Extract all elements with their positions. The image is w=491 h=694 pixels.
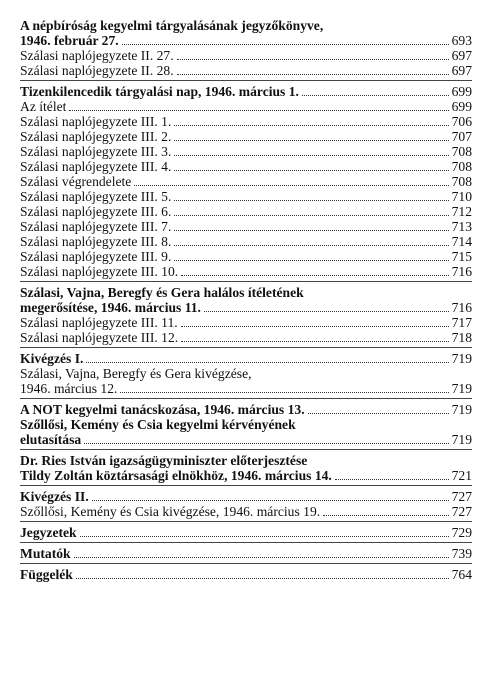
dot-leader [308, 413, 449, 414]
toc-entry-title: Szálasi naplójegyzete III. 6. [20, 204, 172, 219]
dot-leader [76, 578, 449, 579]
toc-entry-title: Szálasi naplójegyzete III. 7. [20, 219, 172, 234]
toc-entry-title: Szálasi naplójegyzete III. 8. [20, 234, 172, 249]
dot-leader [177, 74, 449, 75]
toc-page-number: 714 [451, 234, 472, 249]
toc-entry[interactable] [20, 63, 472, 78]
toc-entry[interactable] [20, 204, 472, 219]
toc-page-number: 708 [451, 144, 472, 159]
dot-leader [174, 155, 448, 156]
toc-entry[interactable] [20, 189, 472, 204]
dot-leader [335, 479, 449, 480]
toc-entry-title: Szálasi naplójegyzete III. 3. [20, 144, 172, 159]
dot-leader [174, 215, 448, 216]
toc-entry-title: megerősítése, 1946. március 11. [20, 300, 201, 315]
toc-page-number: 716 [451, 300, 472, 315]
toc-entry[interactable] [20, 129, 472, 144]
section-divider [20, 449, 472, 450]
toc-section [20, 18, 472, 78]
section-divider [20, 563, 472, 564]
toc-entry[interactable] [20, 174, 472, 189]
toc-entry-title: Szálasi naplójegyzete III. 1. [20, 114, 172, 129]
toc-page-number: 712 [451, 204, 472, 219]
toc-page-number: 727 [451, 489, 472, 504]
toc-entry[interactable] [20, 33, 472, 48]
toc-entry-title: Szálasi naplójegyzete II. 28. [20, 63, 174, 78]
toc-entry[interactable] [20, 525, 472, 540]
section-divider [20, 80, 472, 81]
toc-page-number: 739 [451, 546, 472, 561]
toc-entry[interactable] [20, 546, 472, 561]
toc-section [20, 489, 472, 519]
toc-entry-title: Jegyzetek [20, 525, 77, 540]
toc-section [20, 402, 472, 447]
dot-leader [177, 59, 449, 60]
toc-entry-title: 1946. március 12. [20, 381, 118, 396]
dot-leader [302, 95, 449, 96]
toc-section [20, 84, 472, 279]
toc-entry[interactable] [20, 159, 472, 174]
toc-entry-title: A NOT kegyelmi tanácskozása, 1946. március 13. [20, 402, 305, 417]
dot-leader [80, 536, 449, 537]
toc-entry-title: Szálasi naplójegyzete III. 4. [20, 159, 172, 174]
toc-entry[interactable] [20, 330, 472, 345]
toc-entry[interactable] [20, 48, 472, 63]
toc-entry-title-line: Szálasi, Vajna, Beregfy és Gera kivégzése, [20, 366, 252, 381]
toc-entry[interactable] [20, 381, 472, 396]
section-divider [20, 485, 472, 486]
toc-entry-title: Szálasi naplójegyzete III. 12. [20, 330, 179, 345]
toc-entry-title: 1946. február 27. [20, 33, 119, 48]
toc-entry-title: Szálasi naplójegyzete II. 27. [20, 48, 174, 63]
toc-page-number: 719 [451, 432, 472, 447]
toc-page-number: 693 [451, 33, 472, 48]
toc-page-number: 719 [451, 381, 472, 396]
dot-leader [174, 230, 448, 231]
toc-entry[interactable] [20, 84, 472, 99]
toc-entry[interactable] [20, 489, 472, 504]
toc-page-number: 716 [451, 264, 472, 279]
dot-leader [174, 260, 448, 261]
toc-entry[interactable] [20, 234, 472, 249]
dot-leader [174, 245, 448, 246]
toc-entry[interactable] [20, 468, 472, 483]
toc-entry-title-line: Dr. Ries István igazságügyminiszter előterjesztése [20, 453, 308, 468]
toc-entry[interactable] [20, 351, 472, 366]
toc-entry-title-line: A népbíróság kegyelmi tárgyalásának jegyzőkönyve, [20, 18, 324, 33]
toc-section [20, 567, 472, 582]
toc-page-number: 708 [451, 159, 472, 174]
toc-page-number: 699 [451, 99, 472, 114]
toc-page-number: 706 [451, 114, 472, 129]
toc-page-number: 697 [451, 63, 472, 78]
toc-page-number: 727 [451, 504, 472, 519]
toc-entry[interactable] [20, 567, 472, 582]
toc-page-number: 729 [451, 525, 472, 540]
toc-entry-title-line: Szálasi, Vajna, Beregfy és Gera halálos ítéletének [20, 285, 304, 300]
dot-leader [86, 362, 448, 363]
toc-entry-title: elutasítása [20, 432, 82, 447]
dot-leader [174, 125, 448, 126]
toc-entry[interactable] [20, 114, 472, 129]
dot-leader [174, 140, 448, 141]
toc-entry-title: Szőllősi, Kemény és Csia kivégzése, 1946. március 19. [20, 504, 321, 519]
toc-section [20, 525, 472, 540]
toc-page-number: 697 [451, 48, 472, 63]
section-divider [20, 542, 472, 543]
toc-section [20, 285, 472, 345]
toc-entry[interactable] [20, 144, 472, 159]
dot-leader [84, 443, 448, 444]
toc-entry-title: Szálasi naplójegyzete III. 10. [20, 264, 179, 279]
toc-page-number: 721 [451, 468, 472, 483]
toc-page-number: 717 [451, 315, 472, 330]
section-divider [20, 398, 472, 399]
toc-page-number: 719 [451, 351, 472, 366]
toc-page-number: 719 [451, 402, 472, 417]
toc-entry[interactable] [20, 99, 472, 114]
toc-page-number: 708 [451, 174, 472, 189]
toc-entry[interactable] [20, 432, 472, 447]
section-divider [20, 521, 472, 522]
toc-page-number: 764 [451, 567, 472, 582]
table-of-contents [20, 18, 472, 582]
dot-leader [120, 392, 448, 393]
toc-entry-title: Szálasi naplójegyzete III. 11. [20, 315, 178, 330]
dot-leader [69, 110, 448, 111]
toc-entry-title: Kivégzés II. [20, 489, 89, 504]
toc-entry[interactable] [20, 300, 472, 315]
toc-page-number: 718 [451, 330, 472, 345]
toc-entry[interactable] [20, 264, 472, 279]
toc-entry-title: Szálasi naplójegyzete III. 2. [20, 129, 172, 144]
dot-leader [122, 44, 449, 45]
toc-entry-title: Tizenkilencedik tárgyalási nap, 1946. március 1. [20, 84, 299, 99]
dot-leader [181, 275, 448, 276]
toc-entry[interactable] [20, 402, 472, 417]
toc-section [20, 453, 472, 483]
toc-page-number: 699 [451, 84, 472, 99]
toc-entry[interactable] [20, 249, 472, 264]
toc-entry-title: Szálasi naplójegyzete III. 9. [20, 249, 172, 264]
dot-leader [181, 341, 448, 342]
toc-entry-title: Függelék [20, 567, 73, 582]
toc-page-number: 710 [451, 189, 472, 204]
toc-entry-title: Szálasi naplójegyzete III. 5. [20, 189, 172, 204]
dot-leader [174, 200, 448, 201]
toc-entry-title: Mutatók [20, 546, 71, 561]
section-divider [20, 347, 472, 348]
dot-leader [204, 311, 449, 312]
toc-entry-title-line: Szőllősi, Kemény és Csia kegyelmi kérvényének [20, 417, 296, 432]
dot-leader [134, 185, 448, 186]
dot-leader [174, 170, 448, 171]
toc-entry-title: Kivégzés I. [20, 351, 84, 366]
toc-section [20, 546, 472, 561]
toc-page-number: 713 [451, 219, 472, 234]
dot-leader [92, 500, 449, 501]
dot-leader [181, 326, 449, 327]
toc-page-number: 715 [451, 249, 472, 264]
toc-entry-title: Szálasi végrendelete [20, 174, 132, 189]
toc-entry[interactable] [20, 315, 472, 330]
toc-entry[interactable] [20, 219, 472, 234]
toc-section [20, 351, 472, 396]
dot-leader [323, 515, 448, 516]
toc-entry-title: Tildy Zoltán köztársasági elnökhöz, 1946. március 14. [20, 468, 332, 483]
dot-leader [74, 557, 449, 558]
section-divider [20, 281, 472, 282]
toc-entry[interactable] [20, 504, 472, 519]
toc-page-number: 707 [451, 129, 472, 144]
toc-entry-title: Az ítélet [20, 99, 67, 114]
